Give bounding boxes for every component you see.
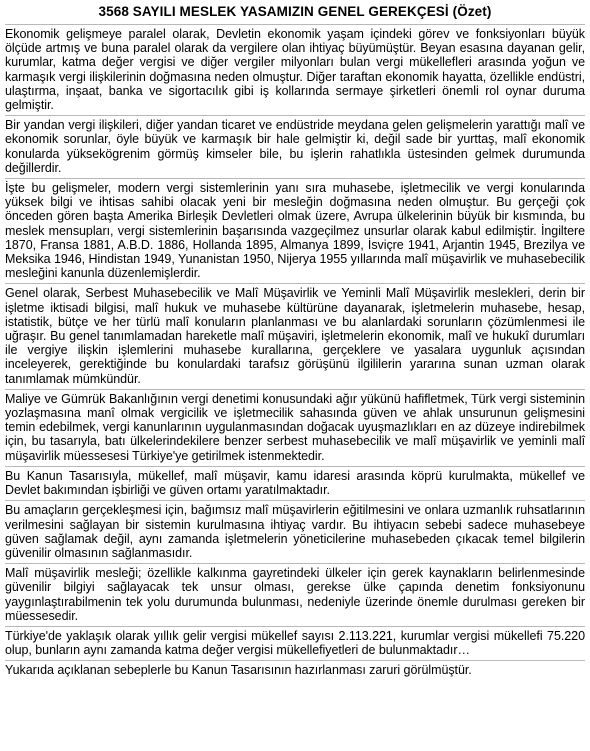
paragraph-2: Bir yandan vergi ilişkileri, diğer yandan ticaret ve endüstride meydana gelen gelişmelerin yarattığı malî ve ekonomik sorunlar, öyle büyük ve karmaşık bir hale gelmiştir ki, değil sade bir yurttaş, malî ekonomik konularda yüksekögrenim görmüş kimseler bile, bu işlerin rahatlıkla üstesinden gelmek durumunda değillerdir. <box>5 115 585 178</box>
paragraph-8: Malî müşavirlik mesleği; özellikle kalkınma gayretindeki ülkeler için gerek kaynakların belirlenmesinde güvenilir bilgiyi sağlayacak tek unsur olması, gerekse ülke çapında denetim fonksiyonunu yaygınlaştırabilmenin tek yolu durumunda bulunması, nedeniyle üzerinde önemle durulması gereken bir müessesedir. <box>5 563 585 626</box>
paragraph-1: Ekonomik gelişmeye paralel olarak, Devletin ekonomik yaşam içindeki görev ve fonksiyonları büyük ölçüde artmış ve buna paralel olarak da vergilere olan ihtiyaç büyümüştür. Beyan esasına dayanan gelir, kurumlar, katma değer vergisi ve diğer vergiler milyonları bulan vergi mükellefleri arasında yoğun ve karmaşık vergi ilişkilerinin doğmasına neden olmuştur. Diğer taraftan ekonomik hayatta, özellikle endüstri, ulaştırma, inşaat, banka ve sigortacılık gibi iş kollarında sermaye şirketleri önemli rol oynar duruma gelmiştir. <box>5 24 585 115</box>
paragraph-3: İşte bu gelişmeler, modern vergi sistemlerinin yanı sıra muhasebe, işletmecilik ve vergi konularında yüksek bilgi ve ihtisas sahibi olacak yeni bir mesleğin doğmasına neden olmuştur. Bu gerçeği çok önceden gören başta Amerika Birleşik Devletleri olmak üzere, Avrupa ülkelerinin büyük bir kısmında, bu meslek mensupları, vergi sistemlerinin başarısında vazgeçilmez unsurlar olarak kabul edilmiştir. İngiltere 1870, Fransa 1881, A.B.D. 1886, Hollanda 1895, Almanya 1899, İsviçre 1941, Arjantin 1945, Brezilya ve Meksika 1946, Hindistan 1949, Yunanistan 1950, Nijerya 1955 yıllarında malî müşavirlik ve muhasebecilik mesleğini kanunla düzenlemişlerdir. <box>5 178 585 283</box>
paragraph-9: Türkiye'de yaklaşık olarak yıllık gelir vergisi mükellef sayısı 2.113.221, kurumlar vergisi mükellefi 75.220 olup, bunların aynı zamanda katma değer vergisi mükellefiyetleri de bulunmaktadır… <box>5 626 585 660</box>
paragraph-6: Bu Kanun Tasarısıyla, mükellef, malî müşavir, kamu idaresi arasında köprü kurulmakta, mükellef ve Devlet bakımından işbirliği ve güven ortamı yaratılmaktadır. <box>5 466 585 500</box>
paragraph-4: Genel olarak, Serbest Muhasebecilik ve Malî Müşavirlik ve Yeminli Malî Müşavirlik meslekleri, derin bir işletme iktisadi bilgisi, malî hukuk ve muhasebe kültürüne dayanarak, işletmelerin muhasebe, hesap, istatistik, bütçe ve her türlü malî konuların planlanması ve bu alanlardaki sorunların çözümlenmesi ile uğraşır. Bu genel tanımlamadan hareketle malî müşaviri, işletmelerin ekonomik, malî ve hukukî durumları ile vergiye ilişkin işlemlerini muhasebe kurallarına, gerçeklere ve yasalara uygunluk açısından inceleyerek, gerektiğinde bu konulardaki tarafsız görüşünü ilgililerin yararına sunan uzman olarak tanımlamak mümkündür. <box>5 283 585 388</box>
paragraph-5: Maliye ve Gümrük Bakanlığının vergi denetimi konusundaki ağır yükünü hafifletmek, Türk vergi sisteminin yozlaşmasına manî olmak vergicilik ve işletmecilik sahasında güven ve ahlak unsurunun gelişmesini temin edebilmek, vergi kanunlarının uygulanmasından doğacak uyuşmazlıkları en az düzeye indirebilmek için, bu tasarıyla, batı ülkelerindekilere benzer serbest muhasebecilik ve malî müşavirlik ve yeminli malî müşavirlik müessesesi Türkiye'ye getirilmek istenmektedir. <box>5 389 585 466</box>
paragraph-10: Yukarıda açıklanan sebeplerle bu Kanun Tasarısının hazırlanması zaruri görülmüştür. <box>5 660 585 680</box>
paragraph-7: Bu amaçların gerçekleşmesi için, bağımsız malî müşavirlerin eğitilmesini ve onlara uzmanlık ruhsatlarının verilmesini sağlayan bir sistemin kurulmasına ihtiyaç vardır. Bu ihtiyacın sebebi sadece muhasebeye güven sağlamak değil, aynı zamanda işletmelerin yöneticilerine muhasebeden çıkacak temel bilgilerin güvenilir olmasının sağlanmasıdır. <box>5 500 585 563</box>
document-title: 3568 SAYILI MESLEK YASAMIZIN GENEL GEREKÇESİ (Özet) <box>98 4 492 19</box>
